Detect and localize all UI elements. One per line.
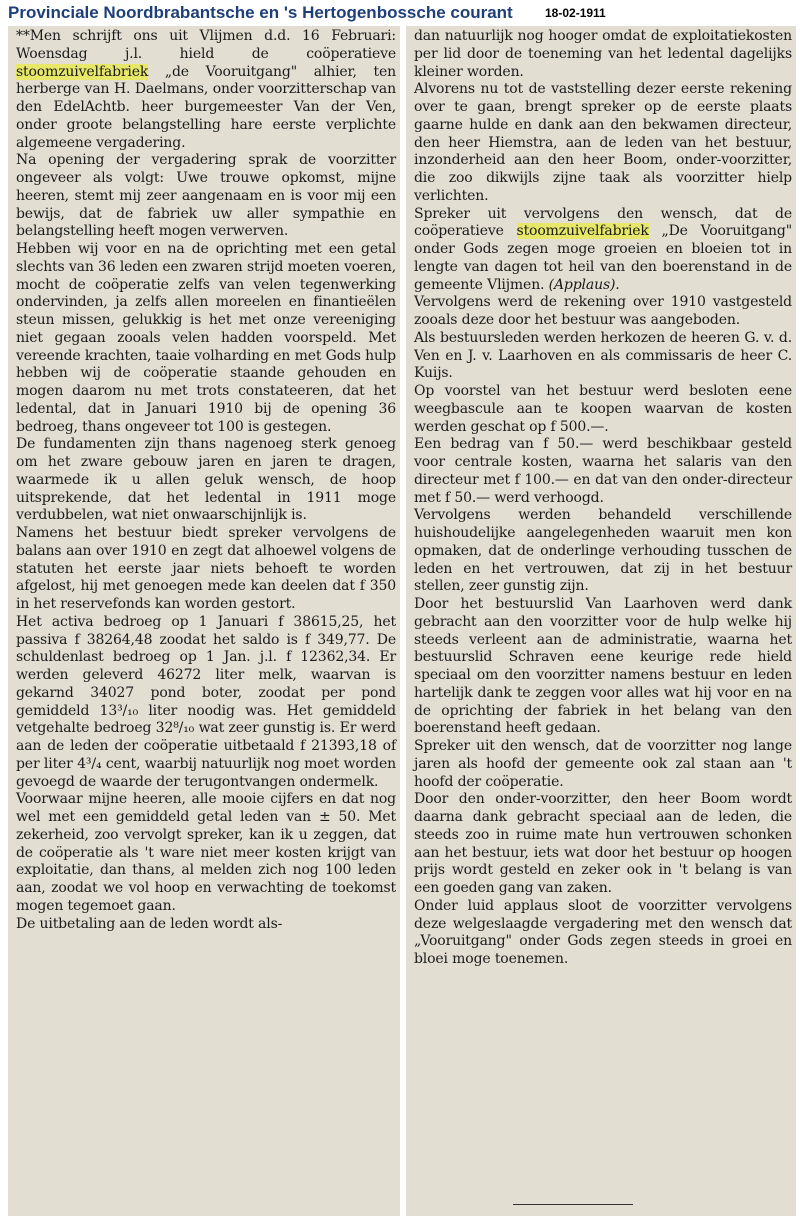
paragraph: Alvorens nu tot de vaststelling dezer eerste rekening over te gaan, brengt spreker op de eerste plaats gaarne hulde en dank aan den bekwamen directeur, den heer Hiemstra, aan de leden van het bestuur, inzonderheid aan den heer Boom, onder-voorzitter, die zoo dikwijls zijne taak als voorzitter hielp verlichten.: [414, 81, 792, 204]
paragraph: Het activa bedroeg op 1 Januari f 38615,25, het passiva f 38264,48 zoodat het saldo is f 349,77. De schuldenlast bedroeg op 1 Jan. j.l. f 12362,34. Er werden geleverd 46272 liter melk, waarvan is gekarnd 34027 pond boter, zoodat per pond gemiddeld 13³/₁₀ liter noodig was. Het gemiddeld vetgehalte bedroeg 32⁸/₁₀ wat zeer gunstig is. Er werd aan de leden der coöperatie uitbetaald f 21393,18 of per liter 4³/₄ cent, waarbij natuurlijk nog moet worden gevoegd de waarde der terugontvangen ondermelk.: [16, 613, 396, 790]
paragraph: dan natuurlijk nog hooger omdat de exploitatiekosten per lid door de toeneming van het ledental dagelijks kleiner worden.: [414, 28, 792, 80]
paragraph: Spreker uit vervolgens den wensch, dat de coöperatieve stoomzuivelfabriek „De Vooruitgang" onder Gods zegen moge groeien en bloeien tot in lengte van dagen tot heil van den boerenstand in de gemeente Vlijmen. (Applaus).: [414, 205, 792, 293]
paragraph: Door het bestuurslid Van Laarhoven werd dank gebracht aan den voorzitter voor de hulp welke hij steeds verleent aan de administratie, waarna het bestuurslid Schraven eene keurige rede hield speciaal om den voorzitter namens bestuur en leden hartelijk dank te zeggen voor alles wat hij voor en na de oprichting der fabriek in het belang van den boerenstand heeft gedaan.: [414, 596, 792, 737]
paragraph: **Men schrijft ons uit Vlijmen d.d. 16 Februari: Woensdag j.l. hield de coöperatieve stoomzuivelfabriek „de Vooruitgang" alhier, ten herberge van H. Daelmans, onder voorzitterschap van den EdelAchtb. heer burgemeester Van der Ven, onder groote belangstelling hare eerste verplichte algemeene vergadering.: [16, 28, 396, 151]
paragraph: De uitbetaling aan de leden wordt als-: [16, 915, 283, 932]
article-column-1: [8, 26, 400, 933]
paragraph: Na opening der vergadering sprak de voorzitter ongeveer als volgt: Uwe trouwe opkomst, mijne heeren, stemt mij zeer aangenaam en is voor mij een bewijs, dat de fabriek uw aller sympathie en belangstelling heeft mogen verwerven.: [16, 152, 396, 240]
paragraph: Spreker uit den wensch, dat de voorzitter nog lange jaren als hoofd der gemeente ook zal staan aan 't hoofd der coöperatie.: [414, 738, 792, 790]
highlighted-search-term: stoomzuivelfabriek: [16, 63, 149, 80]
paragraph: Voorwaar mijne heeren, alle mooie cijfers en dat nog wel met een gemiddeld getal leden van ± 50. Met zekerheid, zoo vervolgt spreker, kan ik u zeggen, dat de coöperatie als 't ware niet meer kosten krijgt van exploitatie, dan thans, al melden zich nog 100 leden aan, zoodat we vol hoop en verwachting de toekomst mogen tegemoet gaan.: [16, 791, 396, 914]
publication-date: 18-02-1911: [545, 6, 606, 20]
article-clipping-right-column: [406, 26, 796, 1216]
paragraph: Vervolgens werden behandeld verschillende huishoudelijke aangelegenheden waaruit men kon opmaken, dat de onderlinge verhouding tusschen de leden en het vertrouwen, dat zij in het bestuur stellen, zeer gunstig zijn.: [414, 507, 792, 595]
end-of-article-rule: [513, 1204, 633, 1205]
paragraph: Onder luid applaus sloot de voorzitter vervolgens deze welgeslaagde vergadering met den wensch dat „Vooruitgang" onder Gods zegen steeds in groei en bloei moge toenemen.: [414, 897, 792, 967]
article-clipping-left-column: [8, 26, 400, 1216]
applause-note: (Applaus).: [548, 276, 620, 293]
article-column-2: [406, 26, 796, 969]
paragraph: Een bedrag van f 50.— werd beschikbaar gesteld voor centrale kosten, waarna het salaris van den directeur met f 100.— en dat van den onder-directeur met f 50.— werd verhoogd.: [414, 436, 792, 506]
paragraph: Als bestuursleden werden herkozen de heeren G. v. d. Ven en J. v. Laarhoven en als commissaris de heer C. Kuijs.: [414, 329, 792, 382]
page-header: [0, 0, 800, 24]
highlighted-search-term: stoomzuivelfabriek: [516, 223, 649, 240]
paragraph: Op voorstel van het bestuur werd besloten eene weegbascule aan te koopen waarvan de kosten werden geschat op f 500.—.: [414, 383, 792, 435]
newspaper-title: Provinciale Noordbrabantsche en 's Hertogenbossche courant: [8, 3, 513, 22]
paragraph: Door den onder-voorzitter, den heer Boom wordt daarna dank gebracht speciaal aan de leden, die steeds zoo in ruime mate hun vertrouwen schonken aan het bestuur, iets wat door het bestuur op hoogen prijs wordt gesteld en zeker ook in 't belang is van een goeden gang van zaken.: [414, 791, 792, 896]
paragraph: Hebben wij voor en na de oprichting met een getal slechts van 36 leden een zwaren strijd moeten voeren, mocht de coöperatie zelfs van velen tegenwerking ondervinden, ja zelfs allen moreelen en finantieëlen steun missen, gelukkig is het met onze vereeniging niet gegaan zooals velen hadden voorspeld. Met vereende krachten, taaie volharding en met Gods hulp hebben wij de coöperatie staande gehouden en mogen daarom nu met trots constateeren, dat het ledental, dat in Januari 1910 bij de opening 36 bedroeg, thans ongeveer tot 100 is gestegen.: [16, 241, 396, 435]
paragraph: Vervolgens werd de rekening over 1910 vastgesteld zooals deze door het bestuur was aangeboden.: [414, 294, 792, 328]
paragraph: Namens het bestuur biedt spreker vervolgens de balans aan over 1910 en zegt dat alhoewel volgens de statuten het eerste jaar niets behoeft te worden afgelost, hij met genoegen mede kan deelen dat f 350 in het reservefonds kan worden gestort.: [16, 525, 396, 612]
paragraph: De fundamenten zijn thans nagenoeg sterk genoeg om het zware gebouw jaren en jaren te dragen, waarmede ik u allen geluk wensch, de hoop uitsprekende, dat het ledental in 1911 moge verdubbelen, wat niet onwaarschijnlijk is.: [16, 436, 396, 524]
